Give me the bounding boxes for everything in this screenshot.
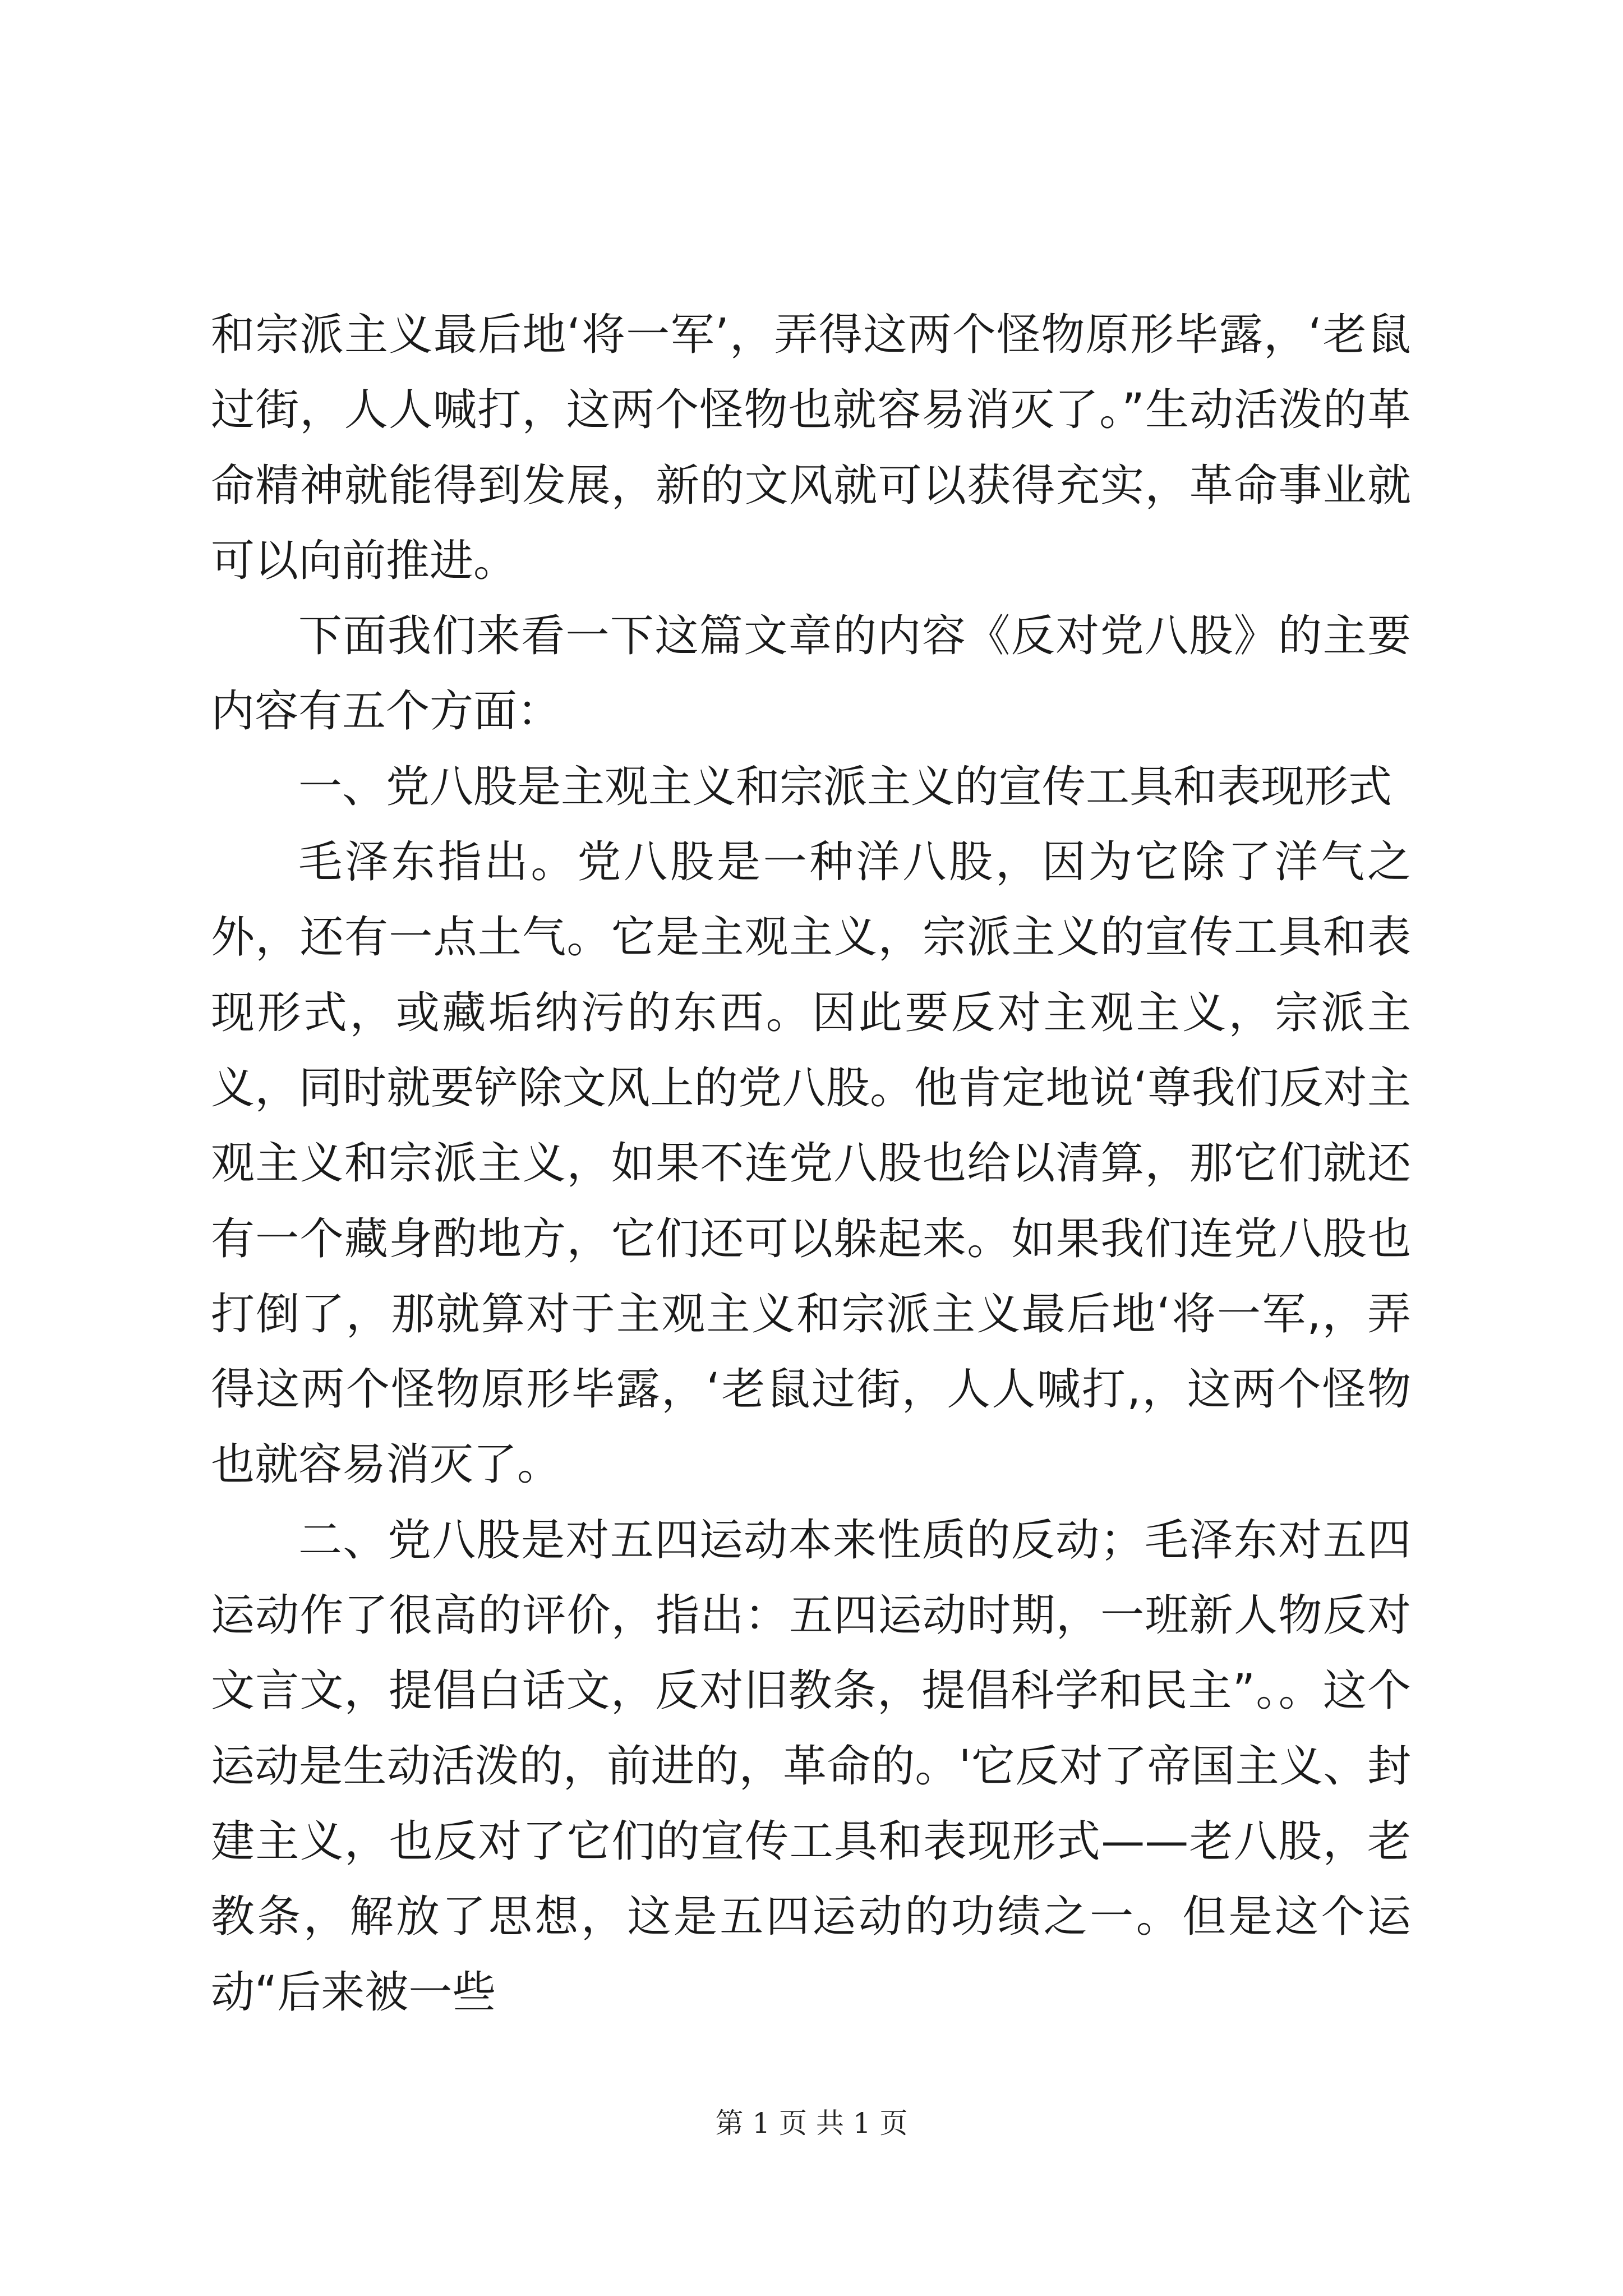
paragraph-continuation: 和宗派主义最后地‘将一军’，弄得这两个怪物原形毕露，‘老鼠过街，人人喊打，这两个怪物也就容易消灭了。”生动活泼的革命精神就能得到发展，新的文风就可以获得充实，革命事业就可以向前推进。 (211, 310, 1411, 586)
page-footer: 第 1 页 共 1 页 (715, 2107, 908, 2139)
paragraph-section-2: 二、党八股是对五四运动本来性质的反动；毛泽东对五四运动作了很高的评价，指出：五四运动时期，一班新人物反对文言文，提倡白话文，反对旧教条，提倡科学和民主”。。这个运动是生动活泼的，前进的，革命的。'它反对了帝国主义、封建主义，也反对了它们的宣传工具和表现形式——老八股，老教条，解放了思想，这是五四运动的功绩之一。但是这个运动“后来被一些 (211, 1515, 1411, 2018)
document-body (211, 297, 1411, 2030)
paragraph-intro: 下面我们来看一下这篇文章的内容《反对党八股》的主要内容有五个方面： (211, 611, 1411, 737)
section-heading-1: 一、党八股是主观主义和宗派主义的宣传工具和表现形式 (298, 761, 1393, 812)
paragraph-section-1: 毛泽东指出。党八股是一种洋八股，因为它除了洋气之外，还有一点土气。它是主观主义，宗派主义的宣传工具和表现形式，或藏垢纳污的东西。因此要反对主观主义，宗派主义，同时就要铲除文风上的党八股。他肯定地说‘尊我们反对主观主义和宗派主义，如果不连党八股也给以清算，那它们就还有一个藏身酌地方，它们还可以躲起来。如果我们连党八股也打倒了，那就算对于主观主义和宗派主义最后地‘将一军,，弄得这两个怪物原形毕露，‘老鼠过街，人人喊打,，这两个怪物也就容易消灭了。 (211, 837, 1411, 1490)
